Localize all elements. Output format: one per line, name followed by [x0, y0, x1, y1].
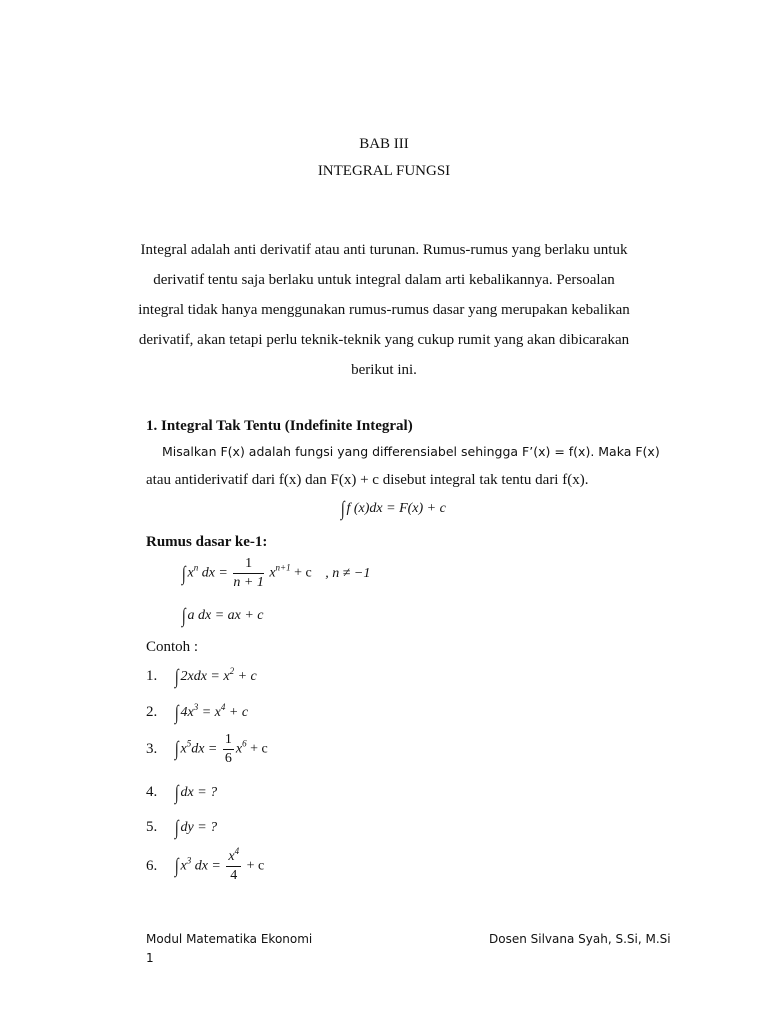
formula-exponent: n — [193, 562, 199, 573]
chapter-label: BAB III — [359, 136, 409, 152]
formula-exponent: 3 — [186, 855, 192, 866]
rumus-formula-2 — [181, 605, 264, 628]
formula-condition: , n ≠ −1 — [325, 565, 371, 581]
formula-text: + c — [234, 669, 257, 684]
formula-base: x — [228, 849, 235, 864]
example-number: 1. — [146, 668, 158, 684]
integral-sign-icon: ∫ — [340, 498, 345, 520]
formula-text: 2xdx = x — [180, 669, 230, 684]
intro-line: derivatif tentu saja berlaku untuk integral dalam arti kebalikannya. Persoalan — [153, 272, 615, 288]
formula-text: + c — [294, 565, 312, 581]
formula-exponent: 6 — [242, 738, 247, 749]
formula-exponent: 3 — [193, 702, 199, 712]
example-number: 3. — [146, 741, 158, 757]
formula-text: a dx = ax + c — [187, 608, 264, 623]
example-item — [146, 733, 268, 766]
formula-text: + c — [243, 858, 265, 874]
integral-sign-icon: ∫ — [181, 562, 186, 585]
footer-left: Modul Matematika Ekonomi — [146, 932, 313, 946]
integral-sign-icon: ∫ — [181, 605, 186, 627]
fraction — [223, 733, 234, 766]
formula-text: + c — [246, 741, 268, 757]
fraction-numerator: 1 — [223, 733, 234, 750]
formula-text: dy = ? — [180, 820, 218, 835]
formula-base: x — [180, 858, 187, 874]
page-number: 1 — [146, 951, 154, 965]
formula-base: x — [269, 565, 276, 581]
fraction-denominator: 4 — [230, 868, 238, 883]
example-item — [146, 817, 217, 840]
fraction-denominator: 6 — [224, 751, 232, 766]
formula-exponent: n+1 — [275, 562, 291, 573]
formula-text: = x — [198, 705, 221, 720]
example-item — [146, 846, 265, 883]
integral-sign-icon: ∫ — [174, 782, 179, 804]
example-item — [146, 666, 257, 689]
examples-label: Contoh : — [146, 639, 199, 655]
section-text-line: Misalkan F(x) adalah fungsi yang differensiabel sehingga F’(x) = f(x). Maka F(x) — [162, 444, 660, 459]
formula-exponent: 5 — [186, 738, 192, 749]
example-item — [146, 782, 217, 805]
integral-sign-icon: ∫ — [174, 817, 179, 839]
formula-exponent: 4 — [220, 702, 226, 712]
formula-exponent: 4 — [234, 846, 240, 856]
integral-sign-icon: ∫ — [174, 702, 179, 724]
example-number: 2. — [146, 704, 158, 720]
fraction — [226, 846, 241, 883]
intro-line: integral tidak hanya menggunakan rumus-rumus dasar yang merupakan kebalikan — [138, 302, 630, 318]
formula-text: dx = — [191, 741, 218, 757]
formula-text: dx = — [191, 858, 221, 874]
rumus-formula-1 — [181, 557, 370, 590]
section-heading: 1. Integral Tak Tentu (Indefinite Integral) — [146, 418, 413, 434]
integral-sign-icon: ∫ — [174, 855, 179, 877]
formula-text: dx = — [201, 565, 228, 581]
fraction-numerator — [226, 846, 241, 867]
intro-line: berikut ini. — [351, 362, 417, 378]
example-number: 6. — [146, 858, 158, 874]
rumus-heading: Rumus dasar ke-1: — [146, 534, 268, 550]
intro-line: derivatif, akan tetapi perlu teknik-teknik yang cukup rumit yang akan dibicarakan — [138, 332, 630, 348]
integral-definition-formula — [340, 498, 446, 521]
formula-base: x — [180, 741, 187, 757]
example-number: 4. — [146, 784, 158, 800]
formula-text: dx = ? — [180, 785, 218, 800]
fraction-numerator: 1 — [233, 557, 263, 574]
formula-text: + c — [225, 705, 249, 720]
formula-base: x — [235, 741, 243, 757]
formula-text: f (x)dx = F(x) + c — [346, 501, 446, 516]
intro-line: Integral adalah anti derivatif atau anti turunan. Rumus-rumus yang berlaku untuk — [140, 242, 628, 258]
chapter-title: INTEGRAL FUNGSI — [317, 163, 451, 179]
formula-text: 4x — [180, 705, 194, 720]
fraction — [233, 557, 263, 590]
example-number: 5. — [146, 819, 158, 835]
integral-sign-icon: ∫ — [174, 666, 179, 688]
footer-right: Dosen Silvana Syah, S.Si, M.Si — [489, 932, 671, 946]
example-item — [146, 702, 248, 725]
formula-exponent: 2 — [229, 666, 235, 676]
integral-sign-icon: ∫ — [174, 738, 179, 760]
section-text-line: atau antiderivatif dari f(x) dan F(x) + c disebut integral tak tentu dari f(x). — [146, 472, 589, 488]
formula-base: x — [187, 565, 194, 581]
fraction-denominator: n + 1 — [233, 575, 264, 590]
